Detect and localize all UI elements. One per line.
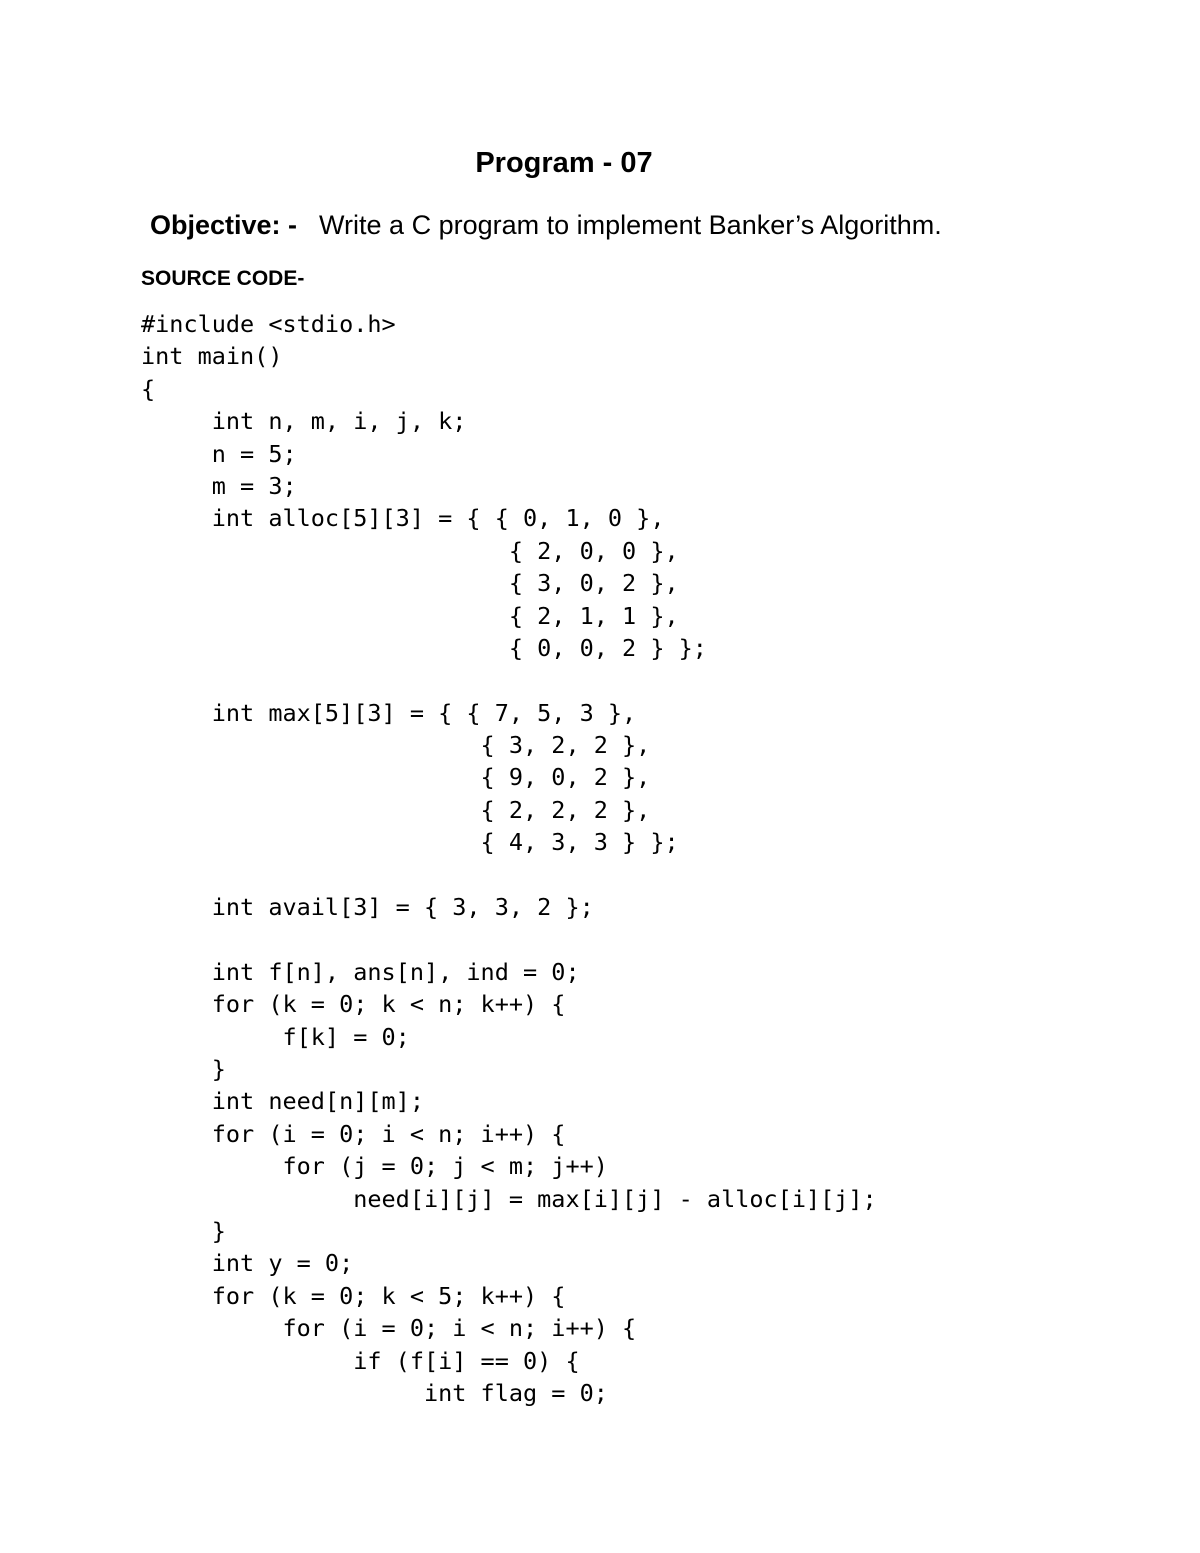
source-code-block xyxy=(141,308,1141,1409)
code-line: } xyxy=(141,1216,226,1245)
code-line: { 2, 2, 2 }, xyxy=(141,795,651,824)
code-line: { 3, 0, 2 }, xyxy=(141,569,679,598)
code-line: for (k = 0; k < 5; k++) { xyxy=(141,1281,566,1310)
code-line: { 2, 1, 1 }, xyxy=(141,601,679,630)
page-title: Program - 07 xyxy=(475,147,653,179)
code-line: #include <stdio.h> xyxy=(141,310,396,338)
code-line: { 9, 0, 2 }, xyxy=(141,763,651,792)
code-line: int avail[3] = { 3, 3, 2 }; xyxy=(141,893,594,922)
code-line: n = 5; xyxy=(141,439,297,468)
code-line: int main() xyxy=(141,342,283,371)
code-line: for (j = 0; j < m; j++) xyxy=(141,1152,608,1181)
code-line: { 2, 0, 0 }, xyxy=(141,536,679,565)
code-line: int max[5][3] = { { 7, 5, 3 }, xyxy=(141,698,637,727)
code-line: int y = 0; xyxy=(141,1249,354,1278)
code-line: { 3, 2, 2 }, xyxy=(141,731,651,760)
code-line xyxy=(141,923,1141,955)
objective-line xyxy=(150,203,942,247)
code-line: { 0, 0, 2 } }; xyxy=(141,633,707,662)
code-line: int flag = 0; xyxy=(141,1378,608,1407)
code-line: int n, m, i, j, k; xyxy=(141,407,467,436)
section-heading: SOURCE CODE- xyxy=(141,267,305,290)
code-line: { xyxy=(141,374,156,403)
code-line: need[i][j] = max[i][j] - alloc[i][j]; xyxy=(141,1184,877,1213)
objective-label: Objective: - xyxy=(150,210,298,240)
code-line: m = 3; xyxy=(141,471,297,500)
code-line: } xyxy=(141,1054,226,1083)
code-line: int need[n][m]; xyxy=(141,1087,424,1116)
code-line: f[k] = 0; xyxy=(141,1022,410,1051)
code-line: for (k = 0; k < n; k++) { xyxy=(141,990,566,1019)
code-line: int f[n], ans[n], ind = 0; xyxy=(141,957,580,986)
code-line xyxy=(141,859,1141,891)
code-line: if (f[i] == 0) { xyxy=(141,1346,580,1375)
code-line: int alloc[5][3] = { { 0, 1, 0 }, xyxy=(141,504,665,533)
code-line: { 4, 3, 3 } }; xyxy=(141,828,679,857)
code-line xyxy=(141,664,1141,696)
code-line: for (i = 0; i < n; i++) { xyxy=(141,1119,566,1148)
objective-text: Write a C program to implement Banker’s Algorithm. xyxy=(319,210,942,240)
code-line: for (i = 0; i < n; i++) { xyxy=(141,1314,637,1343)
